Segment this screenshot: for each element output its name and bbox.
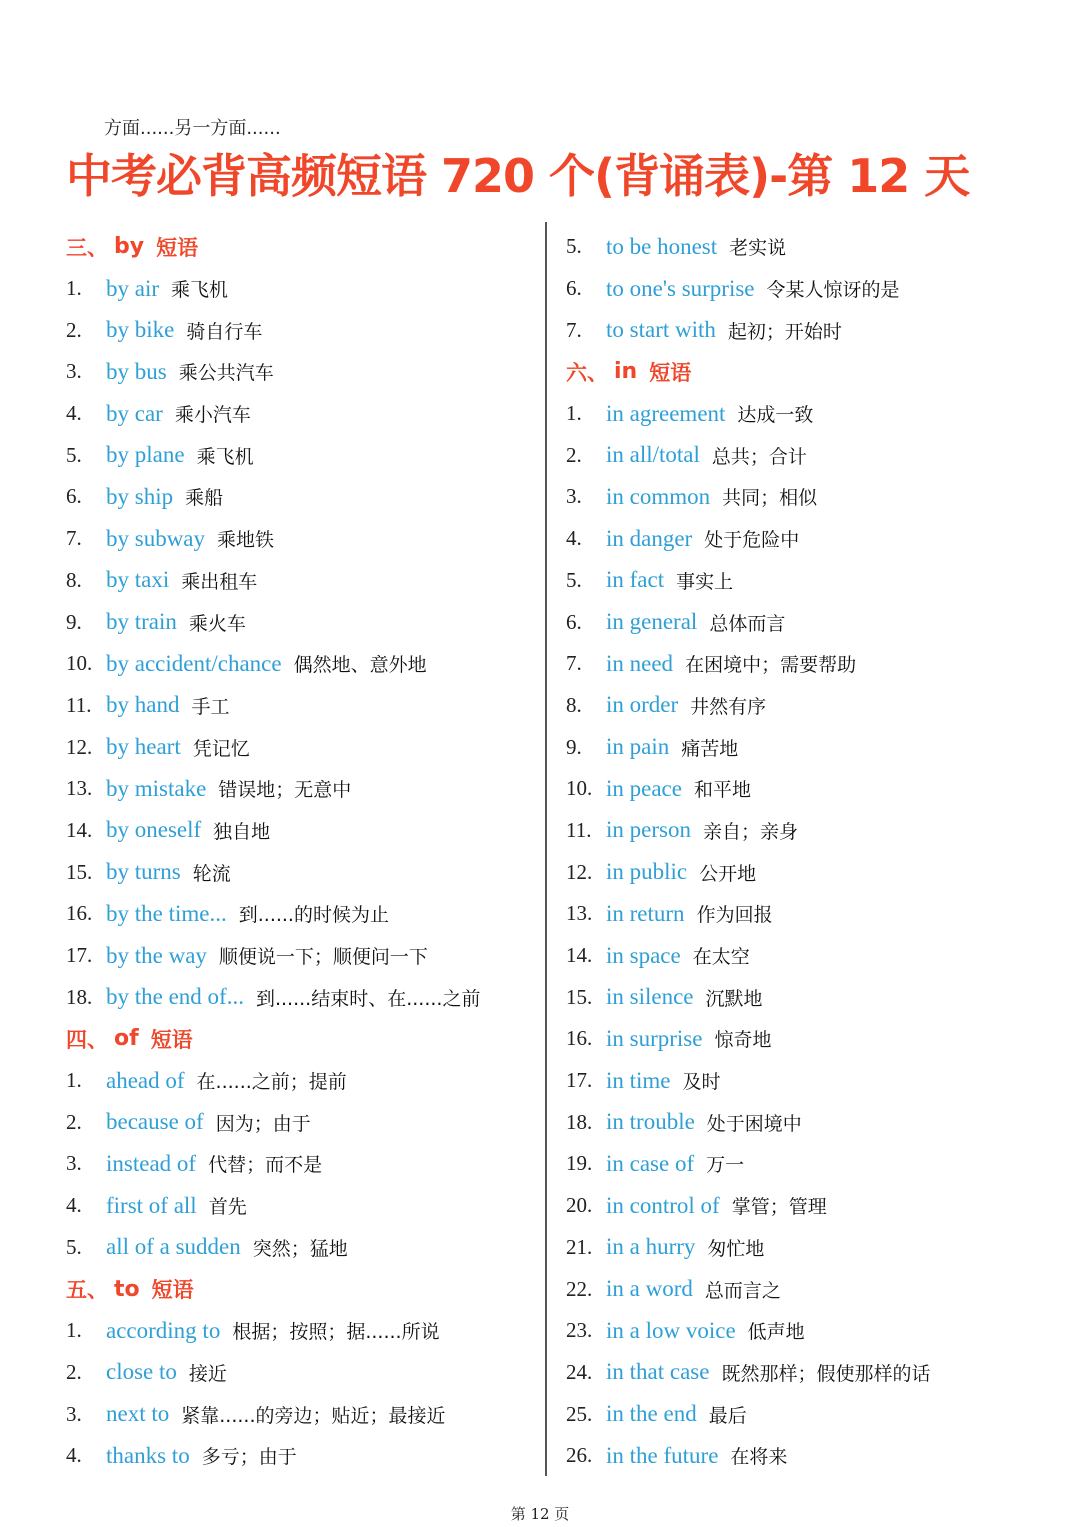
phrase-meaning: 手工 bbox=[191, 695, 230, 718]
item-number: 17. bbox=[566, 1068, 593, 1093]
phrase-item bbox=[66, 893, 536, 935]
phrase-meaning: 乘飞机 bbox=[196, 445, 254, 468]
phrase-text: because of bbox=[106, 1109, 204, 1135]
item-number: 5. bbox=[566, 567, 582, 592]
section-heading bbox=[66, 1268, 536, 1310]
phrase-item bbox=[566, 1018, 1056, 1060]
phrase-item bbox=[66, 935, 536, 977]
section-heading bbox=[66, 1018, 536, 1060]
phrase-item bbox=[566, 1143, 1056, 1185]
phrase-item bbox=[566, 309, 1056, 351]
phrase-meaning: 达成一致 bbox=[737, 404, 814, 427]
phrase-item bbox=[66, 1393, 536, 1435]
item-number: 1. bbox=[66, 1318, 82, 1343]
phrase-text: by accident/chance bbox=[106, 650, 282, 676]
phrase-item bbox=[566, 976, 1056, 1018]
item-number: 4. bbox=[66, 1443, 82, 1468]
left-column bbox=[66, 226, 536, 1477]
phrase-item bbox=[66, 726, 536, 768]
phrase-meaning: 痛苦地 bbox=[681, 737, 739, 760]
phrase-meaning: 偶然地、意外地 bbox=[293, 654, 427, 677]
heading-prefix: 四、 bbox=[66, 1027, 108, 1052]
phrase-meaning: 公开地 bbox=[699, 862, 757, 885]
item-number: 17. bbox=[66, 943, 93, 968]
phrase-text: to start with bbox=[606, 317, 716, 343]
phrase-item bbox=[66, 976, 536, 1018]
phrase-text: by heart bbox=[106, 734, 181, 760]
item-number: 4. bbox=[66, 401, 82, 426]
phrase-text: by oneself bbox=[106, 817, 202, 843]
phrase-text: in person bbox=[606, 817, 691, 843]
item-number: 2. bbox=[66, 1359, 82, 1384]
phrase-text: in the end bbox=[606, 1401, 697, 1427]
heading-prefix: 六、 bbox=[566, 360, 608, 385]
phrase-meaning: 在将来 bbox=[730, 1446, 788, 1469]
right-column bbox=[566, 226, 1056, 1477]
phrase-meaning: 独自地 bbox=[213, 820, 271, 843]
phrase-text: to be honest bbox=[606, 233, 718, 259]
item-number: 15. bbox=[66, 859, 93, 884]
item-number: 7. bbox=[566, 651, 582, 676]
phrase-text: close to bbox=[106, 1359, 177, 1385]
phrase-item bbox=[66, 518, 536, 560]
phrase-meaning: 因为；由于 bbox=[215, 1112, 311, 1135]
heading-prefix: 三、 bbox=[66, 235, 108, 260]
heading-keyword: to bbox=[114, 1276, 140, 1302]
page-title: 中考必背高频短语 720 个(背诵表)-第 12 天 bbox=[66, 149, 970, 203]
phrase-item bbox=[566, 268, 1056, 310]
phrase-text: to one's surprise bbox=[606, 275, 755, 301]
phrase-item bbox=[566, 434, 1056, 476]
phrase-item bbox=[66, 1143, 536, 1185]
phrase-meaning: 掌管；管理 bbox=[731, 1196, 827, 1219]
item-number: 8. bbox=[566, 692, 582, 717]
heading-suffix: 短语 bbox=[156, 235, 199, 260]
column-divider bbox=[545, 222, 547, 1476]
heading-suffix: 短语 bbox=[150, 1027, 193, 1052]
phrase-item bbox=[566, 1268, 1056, 1310]
phrase-item bbox=[566, 1185, 1056, 1227]
phrase-text: in a word bbox=[606, 1276, 693, 1302]
phrase-text: in space bbox=[606, 942, 681, 968]
phrase-text: by the end of... bbox=[106, 984, 244, 1010]
phrase-item bbox=[66, 1352, 536, 1394]
phrase-text: in a hurry bbox=[606, 1234, 696, 1260]
phrase-meaning: 乘火车 bbox=[188, 612, 246, 635]
phrase-item bbox=[566, 893, 1056, 935]
phrase-meaning: 令某人惊讶的是 bbox=[766, 279, 900, 302]
item-number: 4. bbox=[566, 526, 582, 551]
item-number: 22. bbox=[566, 1276, 593, 1301]
phrase-text: in a low voice bbox=[606, 1317, 736, 1343]
phrase-meaning: 轮流 bbox=[192, 862, 231, 885]
phrase-item bbox=[66, 601, 536, 643]
phrase-meaning: 多亏；由于 bbox=[201, 1446, 297, 1469]
phrase-meaning: 处于困境中 bbox=[706, 1112, 802, 1135]
phrase-meaning: 总共；合计 bbox=[711, 445, 807, 468]
phrase-item bbox=[66, 1435, 536, 1477]
item-number: 9. bbox=[566, 734, 582, 759]
phrase-meaning: 乘出租车 bbox=[181, 570, 258, 593]
phrase-item bbox=[66, 685, 536, 727]
item-number: 1. bbox=[66, 1068, 82, 1093]
item-number: 6. bbox=[566, 609, 582, 634]
phrase-meaning: 共同；相似 bbox=[722, 487, 818, 510]
phrase-meaning: 老实说 bbox=[729, 237, 787, 260]
phrase-text: by hand bbox=[106, 692, 180, 718]
item-number: 26. bbox=[566, 1443, 593, 1468]
phrase-text: in peace bbox=[606, 775, 682, 801]
phrase-meaning: 到......结束时、在......之前 bbox=[255, 987, 481, 1010]
item-number: 7. bbox=[66, 526, 82, 551]
phrase-meaning: 和平地 bbox=[693, 779, 751, 802]
phrase-meaning: 低声地 bbox=[747, 1321, 805, 1344]
item-number: 14. bbox=[66, 817, 93, 842]
phrase-item bbox=[66, 351, 536, 393]
phrase-text: by subway bbox=[106, 525, 206, 551]
heading-suffix: 短语 bbox=[649, 360, 692, 385]
item-number: 12. bbox=[66, 734, 93, 759]
phrase-meaning: 首先 bbox=[208, 1196, 247, 1219]
item-number: 15. bbox=[566, 984, 593, 1009]
phrase-meaning: 乘船 bbox=[185, 487, 224, 510]
phrase-text: in case of bbox=[606, 1150, 695, 1176]
phrase-item bbox=[566, 518, 1056, 560]
phrase-item bbox=[566, 935, 1056, 977]
phrase-meaning: 乘公共汽车 bbox=[178, 362, 274, 385]
phrase-meaning: 沉默地 bbox=[705, 987, 763, 1010]
item-number: 1. bbox=[66, 276, 82, 301]
phrase-item bbox=[566, 810, 1056, 852]
phrase-text: in the future bbox=[606, 1442, 719, 1468]
phrase-item bbox=[66, 268, 536, 310]
item-number: 11. bbox=[566, 817, 592, 842]
page-footer: 第 12 页 bbox=[510, 1505, 570, 1523]
phrase-item bbox=[566, 476, 1056, 518]
phrase-meaning: 既然那样；假使那样的话 bbox=[721, 1362, 931, 1385]
phrase-item bbox=[566, 393, 1056, 435]
heading-suffix: 短语 bbox=[151, 1278, 194, 1303]
phrase-text: in order bbox=[606, 692, 679, 718]
item-number: 12. bbox=[566, 859, 593, 884]
phrase-meaning: 凭记忆 bbox=[192, 737, 250, 760]
phrase-text: ahead of bbox=[106, 1067, 185, 1093]
phrase-meaning: 总体而言 bbox=[709, 612, 786, 635]
phrase-text: by taxi bbox=[106, 567, 170, 593]
phrase-text: in that case bbox=[606, 1359, 710, 1385]
phrase-meaning: 在困境中；需要帮助 bbox=[685, 654, 857, 677]
phrase-text: by turns bbox=[106, 859, 181, 885]
item-number: 25. bbox=[566, 1401, 593, 1426]
item-number: 21. bbox=[566, 1234, 593, 1259]
phrase-item bbox=[66, 810, 536, 852]
item-number: 14. bbox=[566, 943, 593, 968]
item-number: 18. bbox=[66, 984, 93, 1009]
phrase-item bbox=[66, 393, 536, 435]
phrase-text: by the way bbox=[106, 942, 207, 968]
phrase-text: instead of bbox=[106, 1150, 197, 1176]
item-number: 3. bbox=[66, 1401, 82, 1426]
phrase-meaning: 处于危险中 bbox=[704, 529, 800, 552]
phrase-text: by ship bbox=[106, 483, 174, 509]
phrase-item bbox=[66, 643, 536, 685]
phrase-text: by plane bbox=[106, 442, 185, 468]
item-number: 5. bbox=[66, 1234, 82, 1259]
phrase-meaning: 亲自；亲身 bbox=[702, 820, 798, 843]
item-number: 9. bbox=[66, 609, 82, 634]
phrase-meaning: 乘地铁 bbox=[217, 529, 275, 552]
heading-keyword: of bbox=[114, 1026, 139, 1052]
phrase-text: by mistake bbox=[106, 775, 207, 801]
phrase-text: in agreement bbox=[606, 400, 726, 426]
phrase-meaning: 在太空 bbox=[692, 946, 750, 969]
item-number: 8. bbox=[66, 567, 82, 592]
phrase-item bbox=[66, 851, 536, 893]
phrase-text: in common bbox=[606, 483, 711, 509]
phrase-meaning: 井然有序 bbox=[690, 695, 767, 718]
phrase-meaning: 作为回报 bbox=[696, 904, 773, 927]
item-number: 3. bbox=[66, 359, 82, 384]
phrase-meaning: 惊奇地 bbox=[714, 1029, 772, 1052]
phrase-item bbox=[66, 1185, 536, 1227]
phrase-meaning: 在......之前；提前 bbox=[196, 1071, 347, 1094]
phrase-text: in control of bbox=[606, 1192, 720, 1218]
phrase-meaning: 起初；开始时 bbox=[727, 320, 842, 343]
item-number: 6. bbox=[66, 484, 82, 509]
item-number: 5. bbox=[66, 442, 82, 467]
phrase-meaning: 突然；猛地 bbox=[252, 1237, 348, 1260]
phrase-item bbox=[566, 1310, 1056, 1352]
phrase-item bbox=[566, 1435, 1056, 1477]
item-number: 13. bbox=[566, 901, 593, 926]
phrase-text: first of all bbox=[106, 1192, 197, 1218]
phrase-meaning: 匆忙地 bbox=[707, 1237, 765, 1260]
heading-prefix: 五、 bbox=[66, 1278, 108, 1303]
item-number: 20. bbox=[566, 1193, 593, 1218]
item-number: 2. bbox=[566, 442, 582, 467]
phrase-item bbox=[566, 1101, 1056, 1143]
phrase-meaning: 万一 bbox=[706, 1154, 745, 1177]
phrase-text: according to bbox=[106, 1317, 221, 1343]
phrase-item bbox=[566, 226, 1056, 268]
phrase-item bbox=[566, 1393, 1056, 1435]
phrase-text: all of a sudden bbox=[106, 1234, 241, 1260]
item-number: 7. bbox=[566, 317, 582, 342]
item-number: 24. bbox=[566, 1359, 593, 1384]
phrase-text: in all/total bbox=[606, 442, 700, 468]
phrase-item bbox=[566, 560, 1056, 602]
phrase-item bbox=[566, 1060, 1056, 1102]
phrase-meaning: 到......的时候为止 bbox=[238, 904, 389, 927]
phrase-text: in surprise bbox=[606, 1025, 703, 1051]
phrase-text: in general bbox=[606, 609, 698, 635]
phrase-item bbox=[66, 1101, 536, 1143]
phrase-text: by air bbox=[106, 275, 160, 301]
item-number: 23. bbox=[566, 1318, 593, 1343]
phrase-meaning: 代替；而不是 bbox=[208, 1154, 323, 1177]
item-number: 16. bbox=[566, 1026, 593, 1051]
phrase-item bbox=[66, 1310, 536, 1352]
phrase-meaning: 乘小汽车 bbox=[174, 404, 251, 427]
phrase-text: in pain bbox=[606, 734, 670, 760]
item-number: 11. bbox=[66, 692, 92, 717]
phrase-text: by the time... bbox=[106, 900, 227, 926]
phrase-item bbox=[66, 1060, 536, 1102]
item-number: 16. bbox=[66, 901, 93, 926]
phrase-item bbox=[566, 601, 1056, 643]
phrase-item bbox=[66, 476, 536, 518]
top-note: 方面......另一方面...... bbox=[104, 118, 281, 139]
phrase-item bbox=[566, 851, 1056, 893]
phrase-text: next to bbox=[106, 1401, 170, 1427]
item-number: 2. bbox=[66, 1109, 82, 1134]
section-heading bbox=[566, 351, 1056, 393]
item-number: 18. bbox=[566, 1109, 593, 1134]
phrase-item bbox=[66, 1227, 536, 1269]
phrase-text: in need bbox=[606, 650, 674, 676]
item-number: 13. bbox=[66, 776, 93, 801]
phrase-text: in silence bbox=[606, 984, 694, 1010]
phrase-item bbox=[566, 1352, 1056, 1394]
phrase-meaning: 根据；按照；据......所说 bbox=[232, 1321, 440, 1344]
phrase-meaning: 接近 bbox=[188, 1362, 227, 1385]
item-number: 3. bbox=[566, 484, 582, 509]
item-number: 10. bbox=[66, 651, 93, 676]
phrase-meaning: 事实上 bbox=[676, 570, 734, 593]
phrase-text: in danger bbox=[606, 525, 693, 551]
phrase-item bbox=[566, 768, 1056, 810]
item-number: 6. bbox=[566, 276, 582, 301]
phrase-meaning: 顺便说一下；顺便问一下 bbox=[218, 946, 428, 969]
phrase-text: in return bbox=[606, 900, 685, 926]
phrase-item bbox=[566, 643, 1056, 685]
item-number: 2. bbox=[66, 317, 82, 342]
heading-keyword: in bbox=[614, 359, 638, 385]
phrase-meaning: 骑自行车 bbox=[186, 320, 263, 343]
phrase-item bbox=[566, 726, 1056, 768]
phrase-text: by bike bbox=[106, 317, 175, 343]
item-number: 19. bbox=[566, 1151, 593, 1176]
phrase-meaning: 错误地；无意中 bbox=[218, 779, 352, 802]
phrase-meaning: 最后 bbox=[708, 1404, 747, 1427]
phrase-item bbox=[66, 768, 536, 810]
phrase-text: by car bbox=[106, 400, 163, 426]
phrase-text: in time bbox=[606, 1067, 671, 1093]
phrase-meaning: 总而言之 bbox=[704, 1279, 781, 1302]
item-number: 3. bbox=[66, 1151, 82, 1176]
section-heading bbox=[66, 226, 536, 268]
phrase-item bbox=[566, 685, 1056, 727]
phrase-item bbox=[66, 560, 536, 602]
phrase-text: thanks to bbox=[106, 1442, 190, 1468]
item-number: 10. bbox=[566, 776, 593, 801]
phrase-text: by train bbox=[106, 609, 177, 635]
item-number: 1. bbox=[566, 401, 582, 426]
phrase-item bbox=[66, 309, 536, 351]
phrase-item bbox=[566, 1227, 1056, 1269]
phrase-meaning: 及时 bbox=[682, 1071, 721, 1094]
phrase-meaning: 乘飞机 bbox=[171, 279, 229, 302]
phrase-text: in public bbox=[606, 859, 688, 885]
heading-keyword: by bbox=[114, 234, 145, 260]
item-number: 5. bbox=[566, 234, 582, 259]
phrase-meaning: 紧靠......的旁边；贴近；最接近 bbox=[181, 1404, 446, 1427]
phrase-text: in trouble bbox=[606, 1109, 695, 1135]
phrase-text: by bus bbox=[106, 358, 167, 384]
item-number: 4. bbox=[66, 1193, 82, 1218]
phrase-text: in fact bbox=[606, 567, 665, 593]
phrase-item bbox=[66, 434, 536, 476]
